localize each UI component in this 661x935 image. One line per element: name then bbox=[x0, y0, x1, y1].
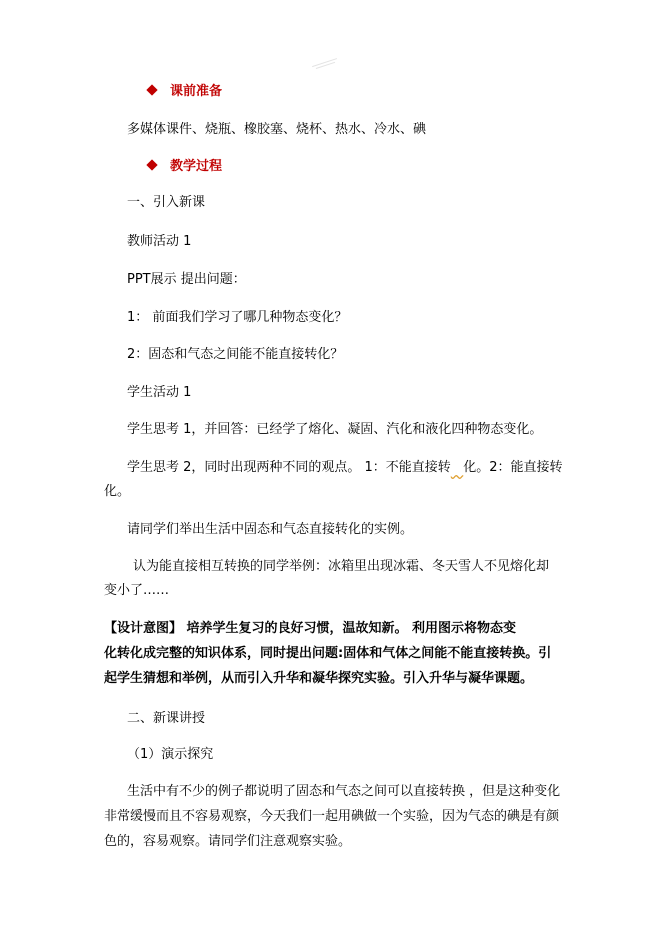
materials-line: 多媒体课件、烧瓶、橡胶塞、烧杯、热水、冷水、碘 bbox=[127, 122, 427, 137]
paragraph-line-1: 生活中有不少的例子都说明了固态和气态之间可以直接转换 ，但是这种变化 bbox=[127, 784, 561, 799]
paragraph-line-3: 色的，容易观察。请同学们注意观察实验。 bbox=[104, 834, 352, 849]
examples-line-1: 认为能直接相互转换的同学举例：冰箱里出现冰霜、冬天雪人不见熔化却 bbox=[133, 559, 550, 574]
diamond-bullet-icon bbox=[146, 84, 157, 95]
question-1: 1： 前面我们学习了哪几种物态变化？ bbox=[127, 310, 348, 325]
spelling-mark bbox=[451, 460, 463, 475]
student-activity: 学生活动 1 bbox=[127, 385, 192, 400]
examples-line-2: 变小了…… bbox=[104, 583, 170, 598]
design-intent-line-2: 化转化成完整的知识体系，同时提出问题:固体和气体之间能不能直接转换。引 bbox=[104, 646, 552, 661]
section-heading-process: 教学过程 bbox=[148, 158, 222, 176]
question-2: 2：固态和气态之间能不能直接转化？ bbox=[127, 347, 344, 362]
demo-title: （1）演示探究 bbox=[127, 747, 214, 762]
design-intent-line-3: 起学生猜想和举例，从而引入升华和凝华探究实验。引入升华与凝华课题。 bbox=[104, 671, 534, 686]
part1-title: 一、引入新课 bbox=[127, 195, 206, 210]
ask-examples: 请同学们举出生活中固态和气态直接转化的实例。 bbox=[127, 522, 414, 537]
design-intent-line-1: 【设计意图】 培养学生复习的良好习惯，温故知新。 利用图示将物态变 bbox=[104, 621, 517, 636]
student-think-2-continued: 化。 bbox=[104, 484, 131, 499]
ppt-show: PPT展示 提出问题： bbox=[127, 272, 246, 287]
student-think-2: 学生思考 2，同时出现两种不同的观点。 1：不能直接转 化。2：能直接转 bbox=[127, 460, 563, 475]
section-heading-prep: 课前准备 bbox=[148, 83, 222, 101]
part2-title: 二、新课讲授 bbox=[127, 711, 206, 726]
watermark-mark bbox=[311, 56, 338, 72]
teacher-activity: 教师活动 1 bbox=[127, 234, 192, 249]
student-think-1: 学生思考 1，并回答：已经学了熔化、凝固、汽化和液化四种物态变化。 bbox=[127, 422, 543, 437]
diamond-bullet-icon bbox=[146, 159, 157, 170]
paragraph-line-2: 非常缓慢而且不容易观察，今天我们一起用碘做一个实验，因为气态的碘是有颜 bbox=[104, 809, 560, 824]
